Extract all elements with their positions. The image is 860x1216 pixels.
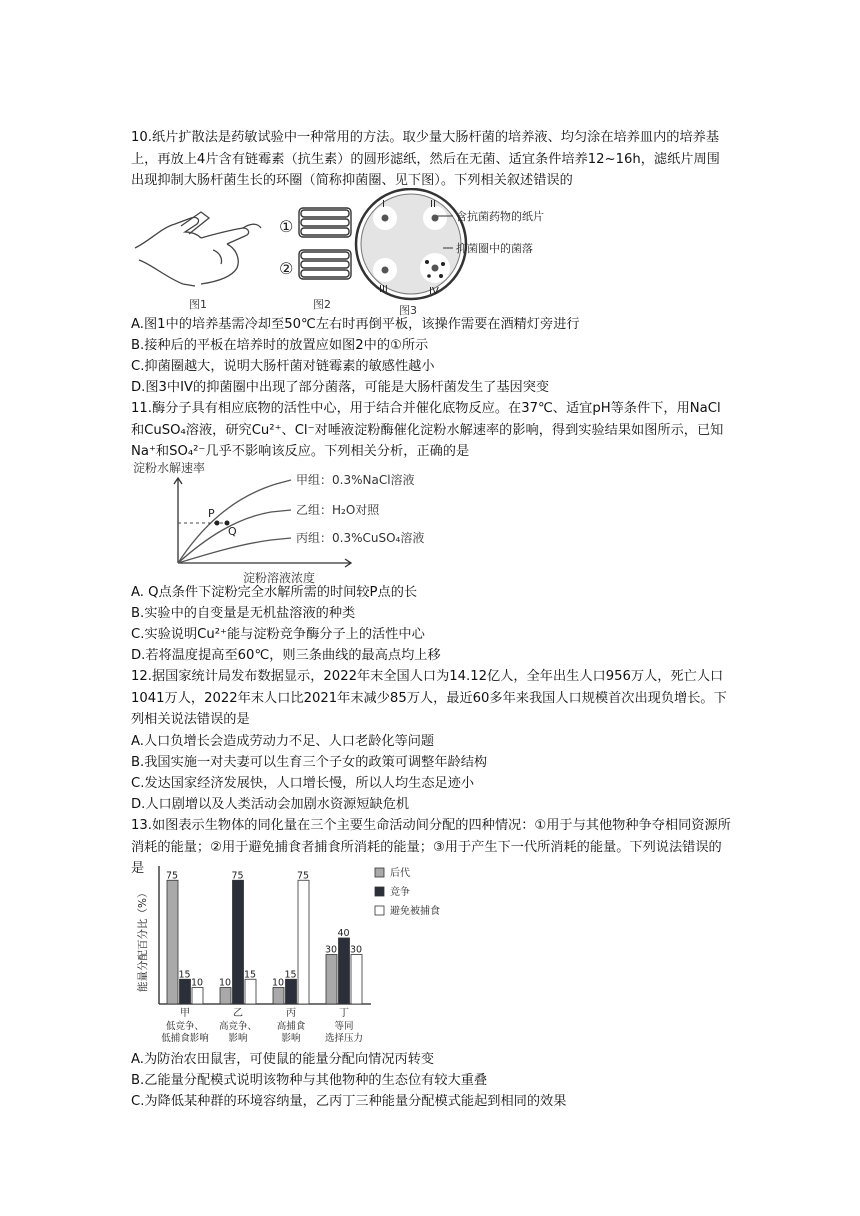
callout-colony: 抑菌圈中的菌落: [456, 242, 533, 255]
q13-option-b: B.乙能量分配模式说明该物种与其他物种的生态位有较大重叠: [131, 1073, 488, 1088]
legend-swatch: [375, 887, 384, 896]
bar-1-2: [245, 979, 256, 1004]
q13-stem: 13.如图表示生物体的同化量在三个主要生命活动间分配的四种情况：①用于与其他物种争夺相同资源所消耗的能量；②用于避免捕食者捕食所消耗的能量；③用于产生下一代所消耗的能量。下列说法错误的是: [131, 818, 731, 876]
legend-swatch: [375, 906, 384, 915]
curve-group-jia: [178, 480, 291, 563]
q10-figure: [131, 188, 601, 318]
series-label-jia: 甲组：0.3%NaCl溶液: [296, 473, 415, 487]
q11-option-a: A. Q点条件下淀粉完全水解所需的时间较P点的长: [131, 585, 418, 600]
bar-value-label: 75: [166, 870, 179, 882]
legend-label: 竞争: [390, 887, 410, 898]
q10-stem: 10.纸片扩散法是药敏试验中一种常用的方法。取少量大肠杆菌的培养液、均匀涂在培养皿内的培养基上，再放上4片含有链霉素（抗生素）的圆形滤纸，然后在无菌、适宜条件培养12~16h，滤纸片周围出现抑制大肠杆菌生长的环圈（简称抑菌圈、见下图）。下列相关叙述错误的: [131, 130, 720, 188]
bar-value-label: 15: [178, 969, 191, 981]
q12-option-d: D.人口剧增以及人类活动会加剧水资源短缺危机: [131, 797, 410, 812]
curve-group-bing: [178, 538, 291, 563]
bar-value-label: 15: [284, 969, 297, 981]
callout-paper-disk: 含抗菌药物的纸片: [456, 210, 544, 223]
category-note: 影响: [281, 1033, 301, 1044]
q12-stem: 12.据国家统计局发布数据显示，2022年末全国人口为14.12亿人，全年出生人口956万人，死亡人口1041万人，2022年末人口比2021年末减少85万人，最近60多年来我国人口规模首次出现负增长。下列相关说法错误的是: [131, 669, 727, 727]
q11-option-c: C.实验说明Cu²⁺能与淀粉竞争酶分子上的活性中心: [131, 627, 425, 642]
q10-option-a: A.图1中的培养基需冷却至50℃左右时再倒平板，该操作需要在酒精灯旁进行: [131, 317, 580, 332]
fig2-mark-1: ①: [279, 217, 294, 236]
q13-option-a: A.为防治农田鼠害，可使鼠的能量分配向情况丙转变: [131, 1052, 435, 1067]
point-p-label: P: [208, 507, 215, 520]
q13-ylabel: 能量分配百分比（%）: [137, 887, 149, 992]
q12-option-b: B.我国实施一对夫妻可以生育三个子女的政策可调整年龄结构: [131, 755, 488, 770]
q11-xlabel: 淀粉溶液浓度: [243, 571, 316, 585]
fig3-label: 图3: [399, 304, 417, 317]
q13-option-c: C.为降低某种群的环境容纳量，乙丙丁三种能量分配模式能起到相同的效果: [131, 1094, 567, 1109]
bar-value-label: 75: [231, 870, 244, 882]
dish-label-3: III: [379, 284, 388, 295]
q11-stem: 11.酶分子具有相应底物的活性中心，用于结合并催化底物反应。在37℃、适宜pH等条件下，用NaCl和CuSO₄溶液，研究Cu²⁺、Cl⁻对唾液淀粉酶催化淀粉水解速率的影响，得到实验结果如图所示，已知Na⁺和SO₄²⁻几乎不影响该反应。下列相关分析，正确的是: [131, 401, 724, 459]
category-note: 选择压力: [324, 1033, 364, 1044]
petri-dish: [356, 189, 466, 299]
bar-2-2: [298, 880, 309, 1004]
bar-value-label: 10: [191, 977, 204, 989]
dish-label-1: I: [382, 199, 385, 210]
fig2-mark-2: ②: [279, 259, 294, 278]
dish-label-4: IV: [429, 286, 439, 297]
bar-value-label: 30: [325, 944, 338, 956]
bar-3-1: [339, 938, 350, 1004]
q11-ylabel: 淀粉水解速率: [133, 461, 206, 475]
bar-value-label: 75: [297, 870, 310, 882]
category-note: 影响: [228, 1033, 248, 1044]
plate-stack-inverted: [299, 250, 351, 279]
category-note: 高捕食: [276, 1021, 306, 1032]
category-note: 高竞争、: [218, 1021, 258, 1032]
bar-value-label: 10: [272, 977, 285, 989]
point-q-label: Q: [228, 525, 237, 538]
category-label: 丙: [286, 1008, 296, 1019]
legend-swatch: [375, 868, 384, 877]
hands-pouring-figure: [135, 212, 261, 286]
fig1-label: 图1: [189, 298, 207, 311]
bar-value-label: 40: [337, 928, 350, 939]
bar-3-2: [351, 955, 362, 1005]
category-note: 低捕食影响: [161, 1033, 209, 1044]
q11-option-d: D.若将温度提高至60℃，则三条曲线的最高点均上移: [131, 648, 441, 663]
bar-3-0: [326, 955, 337, 1005]
q13-bar-chart: [131, 862, 471, 1050]
category-note: 低竞争、: [165, 1021, 205, 1032]
series-label-bing: 丙组：0.3%CuSO₄溶液: [296, 531, 425, 545]
bar-1-0: [220, 988, 231, 1005]
category-label: 甲: [180, 1008, 190, 1019]
category-label: 乙: [233, 1008, 243, 1019]
legend-label: 避免被捕食: [390, 906, 440, 917]
bar-0-2: [192, 988, 203, 1005]
q10-option-c: C.抑菌圈越大，说明大肠杆菌对链霉素的敏感性越小: [131, 359, 435, 374]
q10-option-b: B.接种后的平板在培养时的放置应如图2中的①所示: [131, 338, 429, 353]
bar-0-1: [180, 979, 191, 1004]
fig2-label: 图2: [313, 298, 331, 311]
bar-0-0: [167, 880, 178, 1004]
bar-value-label: 15: [244, 969, 257, 981]
q11-chart: [131, 458, 461, 586]
bar-1-1: [233, 880, 244, 1004]
q12-option-c: C.发达国家经济发展快，人口增长慢，所以人均生态足迹小: [131, 776, 475, 791]
dish-label-2: II: [430, 199, 436, 210]
category-label: 丁: [339, 1008, 349, 1019]
series-label-yi: 乙组：H₂O对照: [296, 503, 380, 517]
bar-value-label: 30: [350, 944, 363, 956]
legend-label: 后代: [390, 868, 410, 879]
q11-option-b: B.实验中的自变量是无机盐溶液的种类: [131, 606, 356, 621]
plate-stack-upright: [299, 208, 351, 237]
category-note: 等同: [334, 1021, 354, 1032]
q12-option-a: A.人口负增长会造成劳动力不足、人口老龄化等问题: [131, 734, 435, 749]
bar-2-1: [286, 979, 297, 1004]
q10-option-d: D.图3中IV的抑菌圈中出现了部分菌落，可能是大肠杆菌发生了基因突变: [131, 380, 550, 395]
bar-value-label: 10: [219, 977, 232, 989]
bar-2-0: [273, 988, 284, 1005]
